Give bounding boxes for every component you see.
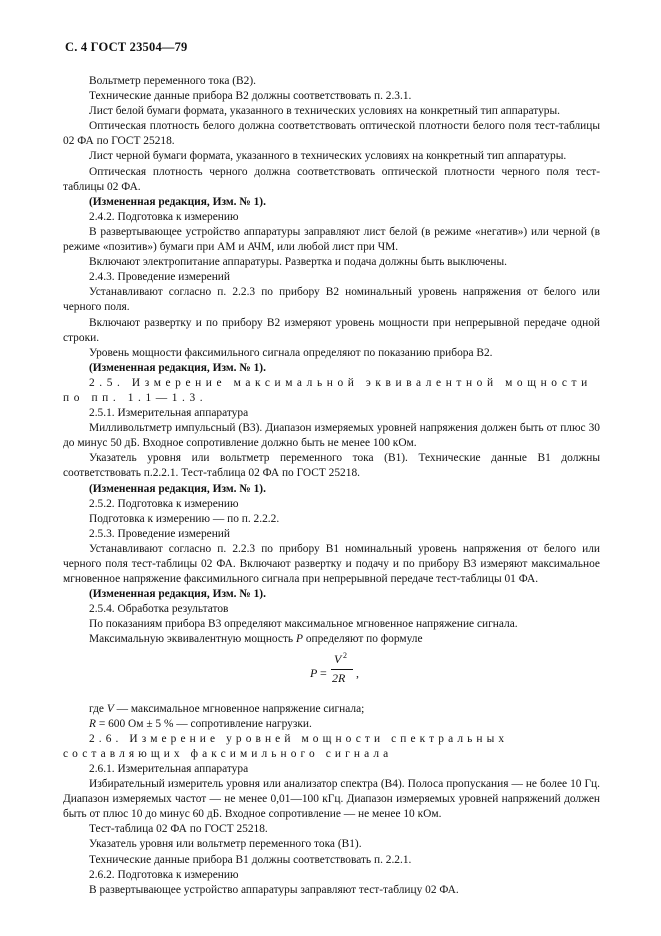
paragraph: Оптическая плотность белого должна соответствовать оптической плотности белого поля тест-таблицы 02 ФА по ГОСТ 25218. bbox=[63, 120, 600, 148]
paragraph: В развертывающее устройство аппаратуры заправляют лист белой (в режиме «негатив») или черной (в режиме «позитив») бумаги при АМ и АЧМ, или любой лист при ЧМ. bbox=[63, 225, 600, 254]
formula-numerator: V bbox=[334, 651, 342, 666]
section-title: 2.5. Измерение максимальной эквивалентной мощности по пп. 1.1—1.3. bbox=[63, 376, 592, 404]
paragraph: Лист белой бумаги формата, указанного в технических условиях на конкретный тип аппаратуры. bbox=[89, 105, 561, 118]
paragraph: Лист черной бумаги формата, указанного в технических условиях на конкретный тип аппаратуры. bbox=[89, 150, 567, 163]
paragraph: Включают электропитание аппаратуры. Развертка и подача должны быть выключены. bbox=[89, 256, 507, 269]
section-heading: 2.5.1. Измерительная аппаратура bbox=[89, 407, 249, 420]
formula-equals: = bbox=[320, 665, 327, 680]
text-run: Максимальную эквивалентную мощность bbox=[89, 633, 294, 646]
paragraph: Указатель уровня или вольтметр переменного тока (В1). bbox=[89, 838, 362, 851]
paragraph: Технические данные прибора В1 должны соответствовать п. 2.2.1. bbox=[89, 853, 412, 866]
document-body bbox=[63, 74, 600, 898]
section-heading: 2.6.2. Подготовка к измерению bbox=[89, 868, 239, 881]
variable-r: R bbox=[89, 717, 96, 730]
variable-definition bbox=[63, 702, 600, 717]
section-heading: 2.5.4. Обработка результатов bbox=[89, 603, 229, 616]
page-header: С. 4 ГОСТ 23504—79 bbox=[65, 40, 188, 54]
power-formula bbox=[63, 652, 600, 700]
text-run: — максимальное мгновенное напряжение сигнала; bbox=[116, 702, 365, 715]
fraction-bar bbox=[331, 669, 353, 670]
paragraph: Оптическая плотность черного должна соответствовать оптической плотности черного поля тест-таблицы 02 ФА. bbox=[63, 165, 600, 193]
paragraph-formula-intro bbox=[63, 632, 600, 647]
paragraph: Указатель уровня или вольтметр переменного тока (В1). Технические данные В1 должны соответствовать п.2.2.1. Тест-таблица 02 ФА по ГОСТ 25218. bbox=[63, 452, 600, 480]
amendment-note: (Измененная редакция, Изм. № 1). bbox=[89, 195, 266, 208]
text-run: определяют по формуле bbox=[305, 633, 423, 646]
paragraph: Устанавливают согласно п. 2.2.3 по прибору В1 номинальный уровень напряжения от белого или черного поля тест-таблицы 02 ФА. Включают развертку и подачу и по прибору В3 измеряют максимальное мгновенное напряжение факсимильного сигнала при непрерывной передаче тест-таблицы 01 ФА. bbox=[63, 542, 600, 586]
section-heading: 2.5.2. Подготовка к измерению bbox=[89, 497, 239, 510]
section-heading: 2.5.3. Проведение измерений bbox=[89, 527, 230, 540]
paragraph: Устанавливают согласно п. 2.2.3 по прибору В2 номинальный уровень напряжения от белого или черного поля. bbox=[63, 286, 600, 314]
paragraph: По показаниям прибора В3 определяют максимальное мгновенное напряжение сигнала. bbox=[89, 618, 518, 631]
text-run: = 600 Ом ± 5 % — сопротивление нагрузки. bbox=[98, 717, 312, 730]
paragraph: Подготовка к измерению — по п. 2.2.2. bbox=[89, 512, 280, 525]
section-title: 2.6. Измерение уровней мощности спектральных составляющих факсимильного сигнала bbox=[63, 732, 509, 760]
amendment-note: (Измененная редакция, Изм. № 1). bbox=[89, 482, 266, 495]
amendment-note: (Измененная редакция, Изм. № 1). bbox=[89, 361, 266, 374]
formula-lhs: P bbox=[310, 665, 318, 680]
formula-comma: , bbox=[356, 665, 359, 680]
variable-definition bbox=[63, 717, 600, 732]
variable-p: P bbox=[295, 633, 303, 646]
paragraph: Вольтметр переменного тока (В2). bbox=[89, 75, 256, 87]
section-heading: 2.4.3. Проведение измерений bbox=[89, 271, 230, 284]
paragraph: Избирательный измеритель уровня или анализатор спектра (В4). Полоса пропускания — не более 10 Гц. Диапазон измеряемых частот — не менее 0,01—100 кГц. Диапазон измеряемых уровней напряжений должен быть от плюс 10 до минус 60 дБ. Входное сопротивление — не менее 10 кОм. bbox=[63, 778, 600, 821]
variable-v: V bbox=[106, 702, 114, 715]
paragraph: Милливольтметр импульсный (В3). Диапазон измеряемых уровней напряжения должен быть от плюс 30 до минус 50 дБ. Входное сопротивление должно быть не менее 100 кОм. bbox=[63, 422, 600, 450]
paragraph: Тест-таблица 02 ФА по ГОСТ 25218. bbox=[89, 823, 268, 836]
paragraph: Технические данные прибора В2 должны соответствовать п. 2.3.1. bbox=[89, 90, 412, 103]
paragraph: Включают развертку и по прибору В2 измеряют уровень мощности при непрерывной передаче одной строки. bbox=[63, 316, 600, 344]
section-heading: 2.6.1. Измерительная аппаратура bbox=[89, 762, 249, 775]
paragraph: Уровень мощности факсимильного сигнала определяют по показанию прибора В2. bbox=[89, 346, 493, 359]
text-run: где bbox=[89, 702, 104, 715]
section-heading: 2.4.2. Подготовка к измерению bbox=[89, 210, 239, 223]
paragraph: В развертывающее устройство аппаратуры заправляют тест-таблицу 02 ФА. bbox=[89, 883, 459, 896]
formula-denominator: 2R bbox=[332, 670, 346, 685]
amendment-note: (Измененная редакция, Изм. № 1). bbox=[89, 588, 266, 601]
formula-exponent: 2 bbox=[343, 650, 347, 660]
